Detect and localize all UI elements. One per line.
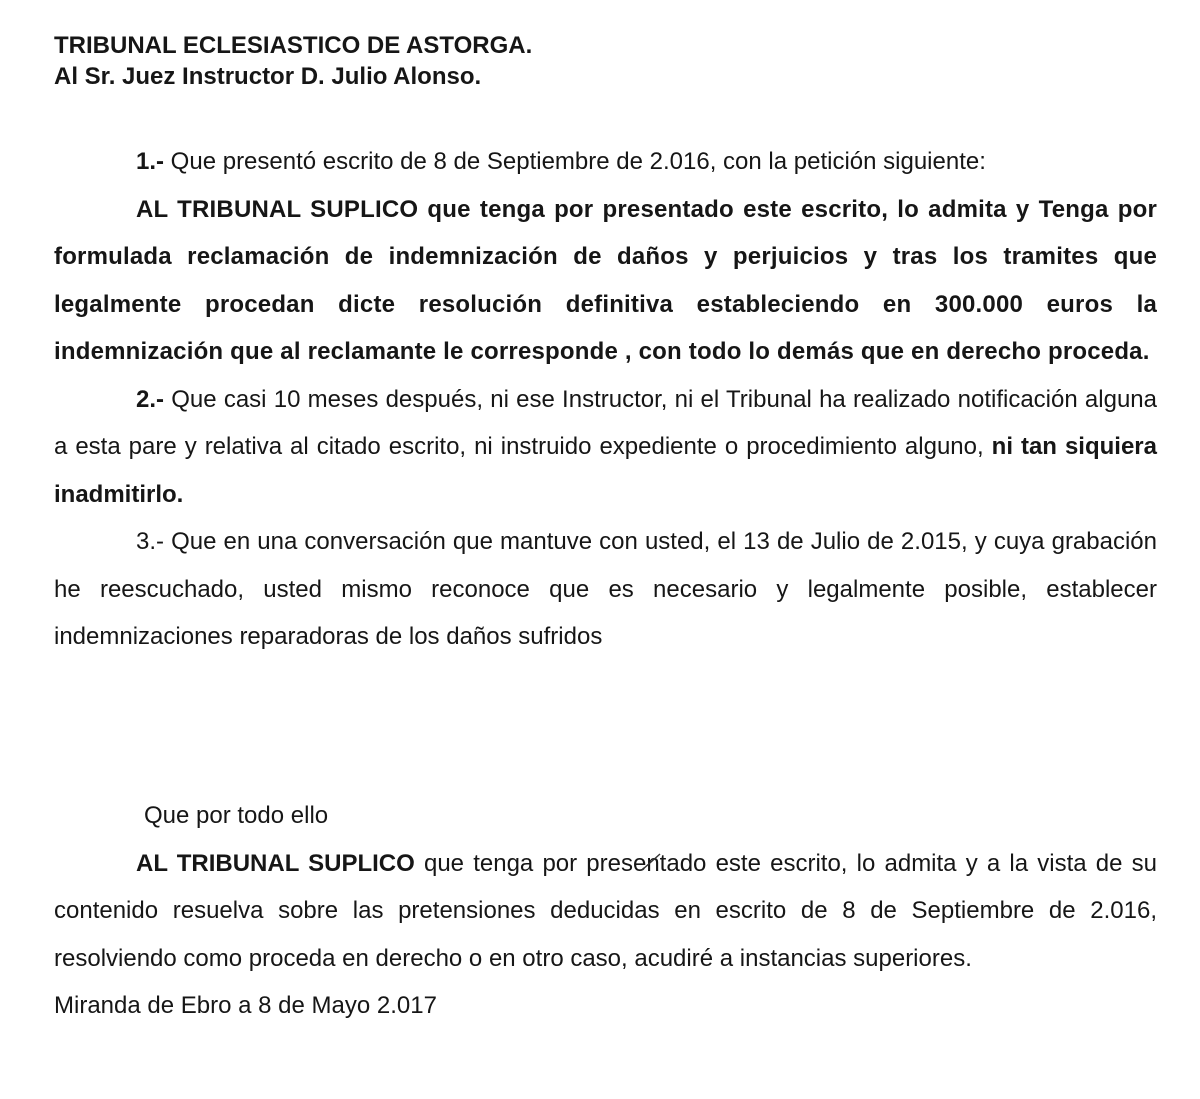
- paragraph-2-number: 2.-: [136, 385, 165, 413]
- paragraph-3: 3.- Que en una conversación que mantuve con usted, el 13 de Julio de 2.015, y cuya grabación he reescuchado, usted mismo reconoce que es necesario y legalmente posible, establecer indemnizaciones reparadoras de los daños sufridos: [54, 528, 1157, 650]
- closing-lead: Que por todo ello: [144, 802, 329, 829]
- paragraph-1-number: 1.-: [136, 148, 165, 175]
- document-header: [54, 30, 1154, 92]
- paragraph-2-text: Que casi 10 meses después, ni ese Instructor, ni el Tribunal ha realizado notificación alguna a esta pare y relativa al citado escrito, ni instruido expediente o procedimiento alguno,: [54, 385, 1157, 460]
- paragraph-2: [54, 376, 1157, 519]
- petition-quote: AL TRIBUNAL SUPLICO que tenga por presentado este escrito, lo admita y Tenga por formulada reclamación de indemnización de daños y perjuicios y tras los tramites que legalmente procedan dicte resolución definitiva estableciendo en 300.000 euros la indemnización que al reclamante le corresponde , con todo lo demás que en derecho proceda.: [54, 195, 1157, 365]
- paragraph-1-text: Que presentó escrito de 8 de Septiembre de 2.016, con la petición siguiente:: [164, 148, 986, 175]
- closing-suplico-text: que tenga por presentado este escrito, lo admita y a la vista de su contenido resuelva sobre las pretensiones deducidas en escrito de 8 de Septiembre de 2.016, resolviendo como proceda en derecho o en otro caso, acudiré a instancias superiores.: [54, 849, 1157, 972]
- tribunal-title: TRIBUNAL ECLESIASTICO DE ASTORGA.: [54, 32, 533, 59]
- closing-suplico-bold: AL TRIBUNAL SUPLICO: [136, 849, 415, 877]
- document-body: [54, 138, 1157, 661]
- closing-suplico: [54, 840, 1157, 983]
- place-date: Miranda de Ebro a 8 de Mayo 2.017: [54, 992, 437, 1019]
- pen-stroke-mark: [640, 852, 662, 872]
- addressee: Al Sr. Juez Instructor D. Julio Alonso.: [54, 63, 482, 90]
- closing-section: [54, 792, 1157, 1030]
- paragraph-1: [54, 138, 1157, 186]
- paragraph-2-bold-tail: ni tan siquiera inadmitirlo.: [54, 433, 1157, 508]
